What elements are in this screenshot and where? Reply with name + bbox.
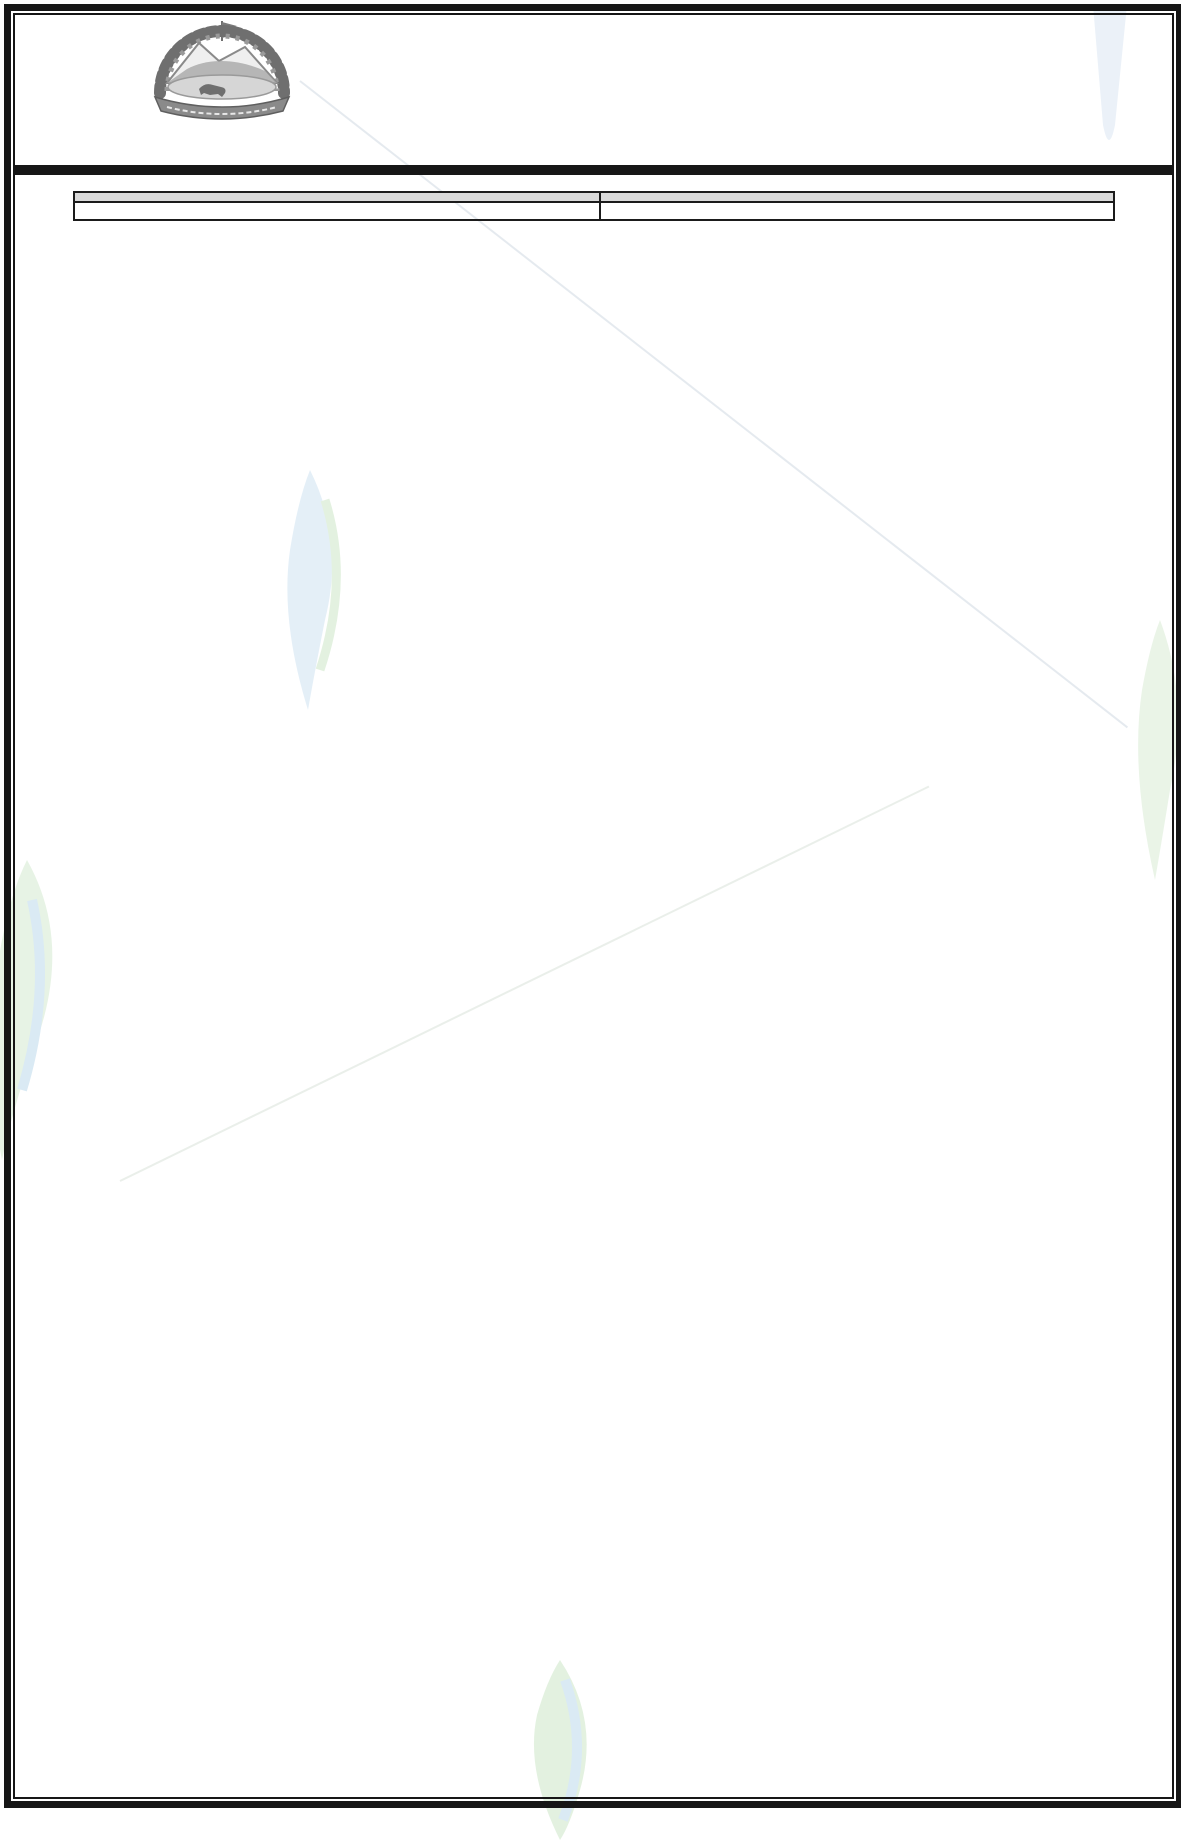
nepal-emblem-logo: [127, 19, 317, 123]
notice-body: [15, 183, 1172, 235]
table-header-security: [600, 192, 1114, 202]
security-cell: [600, 202, 1114, 220]
purchase-cell: [74, 202, 600, 220]
document-body: [13, 13, 1174, 1799]
document-border: [4, 4, 1181, 1808]
signature-title: [27, 225, 1142, 235]
bank-info-table: [73, 191, 1115, 221]
document-header: [15, 15, 1172, 165]
invitation-banner: [15, 165, 1172, 175]
table-header-purchase: [74, 192, 600, 202]
subheader: [15, 175, 1172, 183]
